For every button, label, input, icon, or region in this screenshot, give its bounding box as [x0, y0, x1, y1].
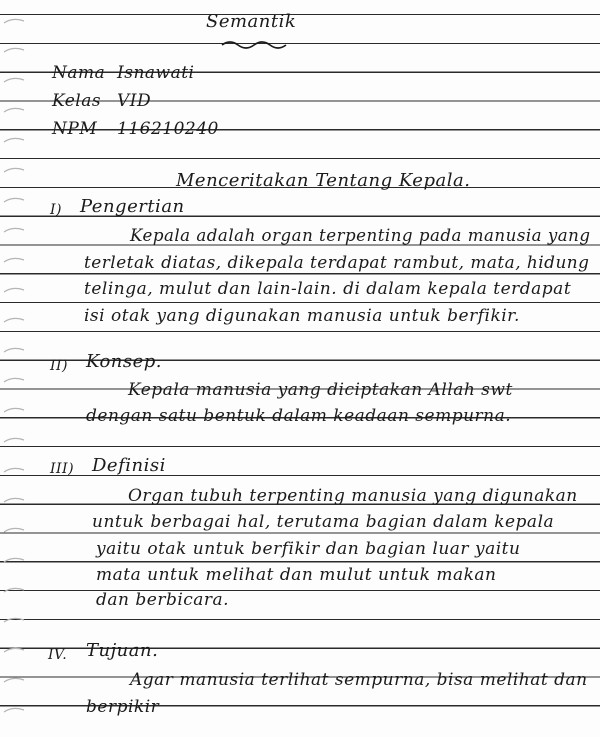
body-line: dan berbicara.	[96, 590, 230, 610]
body-line: berpikir	[86, 697, 160, 717]
section-heading: Pengertian	[80, 196, 185, 217]
body-line: terletak diatas, dikepala terdapat rambut, mata, hidung	[84, 253, 590, 273]
kelas-value: VID	[117, 91, 152, 111]
body-line: dengan satu bentuk dalam keadaan sempurna.	[86, 406, 512, 426]
body-line: Kepala manusia yang diciptakan Allah swt	[128, 380, 513, 400]
body-line: mata untuk melihat dan mulut untuk makan	[96, 565, 497, 585]
body-line: telinga, mulut dan lain-lain. di dalam kepala terdapat	[84, 279, 572, 299]
section-number: IV.	[48, 647, 68, 663]
npm-value: 116210240	[117, 119, 219, 139]
body-line: isi otak yang digunakan manusia untuk berfikir.	[84, 306, 520, 326]
page-title: Semantik	[206, 11, 297, 32]
section-number: I)	[50, 202, 62, 218]
section-heading: Definisi	[92, 455, 166, 476]
binder-rings	[0, 0, 30, 737]
section-number: III)	[50, 461, 75, 477]
body-line: Organ tubuh terpenting manusia yang digunakan	[128, 486, 578, 506]
subtitle: Menceritakan Tentang Kepala.	[176, 170, 471, 191]
body-line: Agar manusia terlihat sempurna, bisa melihat dan	[130, 670, 588, 690]
section-number: II)	[50, 358, 69, 374]
nama-value: Isnawati	[117, 63, 195, 83]
nama-label: Nama	[52, 63, 106, 83]
body-line: untuk berbagai hal, terutama bagian dalam kepala	[92, 512, 555, 532]
section-heading: Tujuan.	[86, 640, 159, 661]
npm-label: NPM	[52, 119, 98, 139]
kelas-label: Kelas	[52, 91, 102, 111]
section-heading: Konsep.	[86, 351, 163, 372]
body-line: Kepala adalah organ terpenting pada manusia yang	[130, 226, 591, 246]
body-line: yaitu otak untuk berfikir dan bagian luar yaitu	[96, 539, 521, 559]
title-squiggle	[220, 39, 290, 51]
